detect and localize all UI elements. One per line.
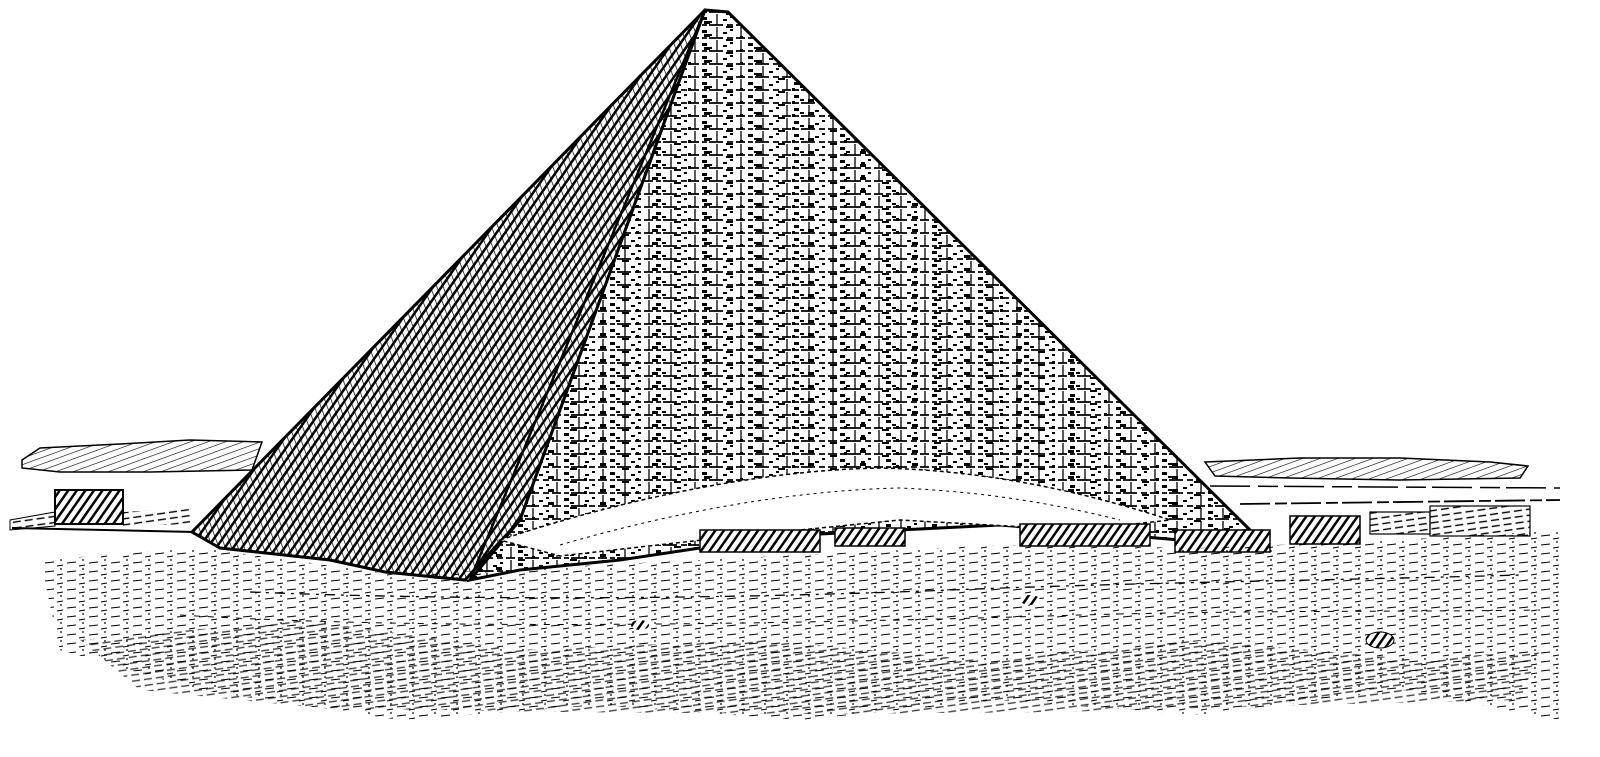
pyramid (192, 10, 1250, 580)
distant-hills-right (1205, 458, 1528, 480)
distant-hills-left (22, 440, 262, 472)
ruin-block-left (10, 490, 190, 530)
foreground-ground (40, 530, 1560, 720)
